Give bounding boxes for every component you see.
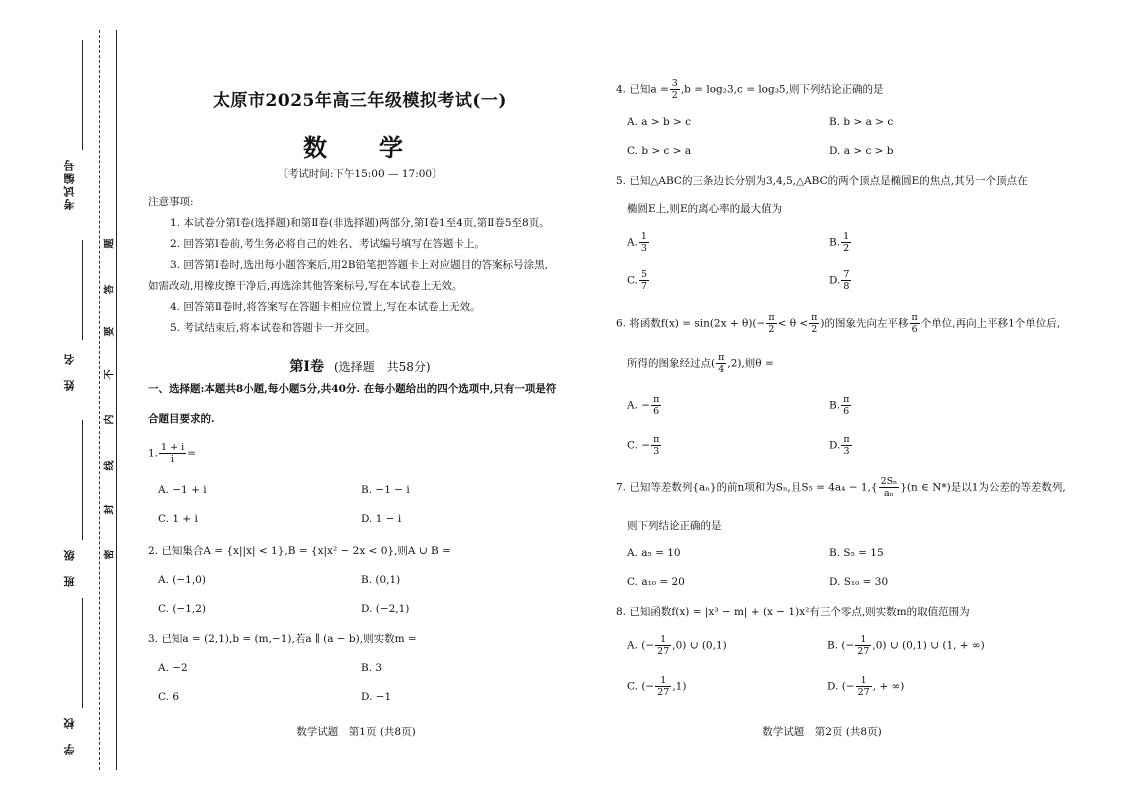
- question-4: 4. 已知a = $\frac{3}{2}$ ,b = log₂3,c = log₃5,则下列结论正确的是: [616, 78, 884, 101]
- q1-fraction: $\frac{1 + i}{i}$: [161, 442, 185, 465]
- subject-title: 数 学: [303, 133, 417, 162]
- part-intro-2: 合题目要求的.: [148, 413, 215, 425]
- warning-char: 内: [104, 414, 116, 425]
- notice-block: [148, 192, 593, 339]
- class-blank: [82, 420, 83, 540]
- warning-char: 题: [104, 238, 116, 249]
- q3-option-a: A. −2: [158, 662, 188, 674]
- question-2: 2. 已知集合A = {x||x| < 1},B = {x|x² − 2x < 0},则A ∪ B =: [148, 545, 451, 557]
- school-blank: [82, 598, 83, 708]
- notice-title: 注意事项:: [148, 196, 194, 208]
- q5-option-d: D. $\frac{7}{8}$: [829, 269, 850, 292]
- q6-option-c: C. − $\frac{\pi}{3}$: [627, 434, 660, 457]
- q4-fraction: $\frac{3}{2}$: [671, 78, 678, 101]
- warning-char: 要: [104, 326, 116, 337]
- q1-option-b: B. −1 − i: [361, 484, 410, 496]
- notice-item: 如需改动,用橡皮擦干净后,再选涂其他答案标号,写在本试卷上无效。: [148, 280, 463, 292]
- q3-option-b: B. 3: [361, 662, 383, 674]
- q8-option-c: C. (− $\frac{1}{27}$ ,1): [627, 675, 687, 698]
- q2-option-b: B. (0,1): [361, 574, 401, 586]
- warning-char: 密: [104, 549, 116, 560]
- q3-option-d: D. −1: [361, 691, 392, 703]
- q6-option-a: A. − $\frac{\pi}{6}$: [627, 394, 660, 417]
- q8-option-b: B. (− $\frac{1}{27}$ ,0) ∪ (0,1) ∪ (1, + ∞): [827, 634, 985, 657]
- q7-option-a: A. a₅ = 10: [627, 547, 681, 559]
- question-6-line-2: 所得的图象经过点( $\frac{\pi}{4}$ ,2),则θ =: [627, 352, 774, 375]
- q6-option-b: B. $\frac{\pi}{6}$: [829, 394, 850, 417]
- question-7-line-2: 则下列结论正确的是: [627, 520, 722, 532]
- q7-option-b: B. S₅ = 15: [829, 547, 884, 559]
- notice-item: 3. 回答第Ⅰ卷时,选出每小题答案后,用2B铅笔把答题卡上对应题目的答案标号涂黑,: [170, 259, 548, 271]
- question-5-line-2: 椭圆E上,则E的离心率的最大值为: [627, 203, 783, 215]
- question-5-line-1: 5. 已知△ABC的三条边长分别为3,4,5,△ABC的两个顶点是椭圆E的焦点,其另一个顶点在: [616, 175, 1028, 187]
- q4-option-b: B. b > a > c: [829, 116, 894, 128]
- page-2-footer: 数学试题 第2页 (共8页): [762, 726, 882, 738]
- school-label: 学 校: [63, 716, 76, 755]
- warning-char: 不: [104, 369, 116, 380]
- q8-option-a: A. (− $\frac{1}{27}$ ,0) ∪ (0,1): [627, 634, 727, 657]
- q7-option-d: D. S₁₀ = 30: [829, 576, 889, 588]
- q4-option-d: D. a > c > b: [829, 145, 894, 157]
- q4-option-a: A. a > b > c: [627, 116, 692, 128]
- q2-option-a: A. (−1,0): [158, 574, 206, 586]
- warning-char: 线: [104, 460, 116, 471]
- section-title: 第Ⅰ卷: [289, 359, 324, 375]
- question-1: [148, 442, 196, 465]
- question-8: 8. 已知函数f(x) = |x³ − m| + (x − 1)x²有三个零点,则实数m的取值范围为: [616, 606, 970, 618]
- q5-option-a: A. $\frac{1}{3}$: [627, 231, 647, 254]
- notice-item: 2. 回答第Ⅰ卷前,考生务必将自己的姓名、考试编号填写在答题卡上。: [170, 238, 485, 250]
- question-6-line-1: 6. 将函数f(x) = sin(2x + θ)(− $\frac{\pi}{2}$ < θ < $\frac{\pi}{2}$ )的图象先向左平移 $\frac{\pi}{6}$ 个单位,再向上平移1个单位后,: [616, 312, 1061, 335]
- warning-char: 答: [104, 284, 116, 295]
- page-1-footer: 数学试题 第1页 (共8页): [296, 726, 416, 738]
- q1-option-a: A. −1 + i: [158, 484, 207, 496]
- notice-item: 5. 考试结束后,将本试卷和答题卡一并交回。: [170, 322, 376, 334]
- notice-item: 4. 回答第Ⅱ卷时,将答案写在答题卡相应位置上,写在本试卷上无效。: [170, 301, 481, 313]
- q1-option-c: C. 1 + i: [158, 513, 198, 525]
- exam-no-blank: [82, 40, 83, 150]
- q1-num: 1.: [148, 447, 159, 460]
- class-label: 班 级: [63, 548, 76, 587]
- q1-option-d: D. 1 − i: [361, 513, 402, 525]
- name-blank: [82, 240, 83, 340]
- section-heading: [120, 356, 600, 376]
- seal-line: [116, 30, 117, 770]
- part-intro-1: 一、选择题:本题共8小题,每小题5分,共40分. 在每小题给出的四个选项中,只有一项是符: [148, 383, 557, 395]
- question-3: 3. 已知a = (2,1),b = (m,−1),若a ∥ (a − b),则实数m =: [148, 633, 417, 645]
- warning-char: 封: [104, 504, 116, 515]
- question-7-line-1: 7. 已知等差数列{aₙ}的前n项和为Sₙ,且S₅ = 4a₄ − 1,{ $\frac{\text{2Sₙ}}{\text{aₙ}}$ }(n ∈ N*)是以1为公差的等差数列,: [616, 476, 1066, 499]
- section-subtitle: (选择题 共58分): [333, 360, 431, 374]
- q2-option-c: C. (−1,2): [158, 603, 207, 615]
- q1-equals: =: [187, 447, 196, 460]
- q3-option-c: C. 6: [158, 691, 180, 703]
- q5-option-c: C. $\frac{5}{7}$: [627, 269, 648, 292]
- name-label: 姓 名: [63, 352, 76, 391]
- notice-item: 1. 本试卷分第Ⅰ卷(选择题)和第Ⅱ卷(非选择题)两部分,第Ⅰ卷1至4页,第Ⅱ卷5至8页。: [170, 217, 550, 229]
- q2-option-d: D. (−2,1): [361, 603, 410, 615]
- exam-title: 太原市2025年高三年级模拟考试(一): [213, 91, 507, 111]
- q5-option-b: B. $\frac{1}{2}$: [829, 231, 850, 254]
- q8-option-d: D. (− $\frac{1}{27}$ , + ∞): [827, 675, 905, 698]
- q6-option-d: D. $\frac{\pi}{3}$: [829, 434, 850, 457]
- dashed-cut-line: [99, 30, 100, 770]
- exam-no-label: 考试编号: [63, 158, 76, 210]
- q7-option-c: C. a₁₀ = 20: [627, 576, 685, 588]
- exam-time: 〔考试时间:下午15:00 — 17:00〕: [277, 168, 443, 180]
- q4-option-c: C. b > c > a: [627, 145, 692, 157]
